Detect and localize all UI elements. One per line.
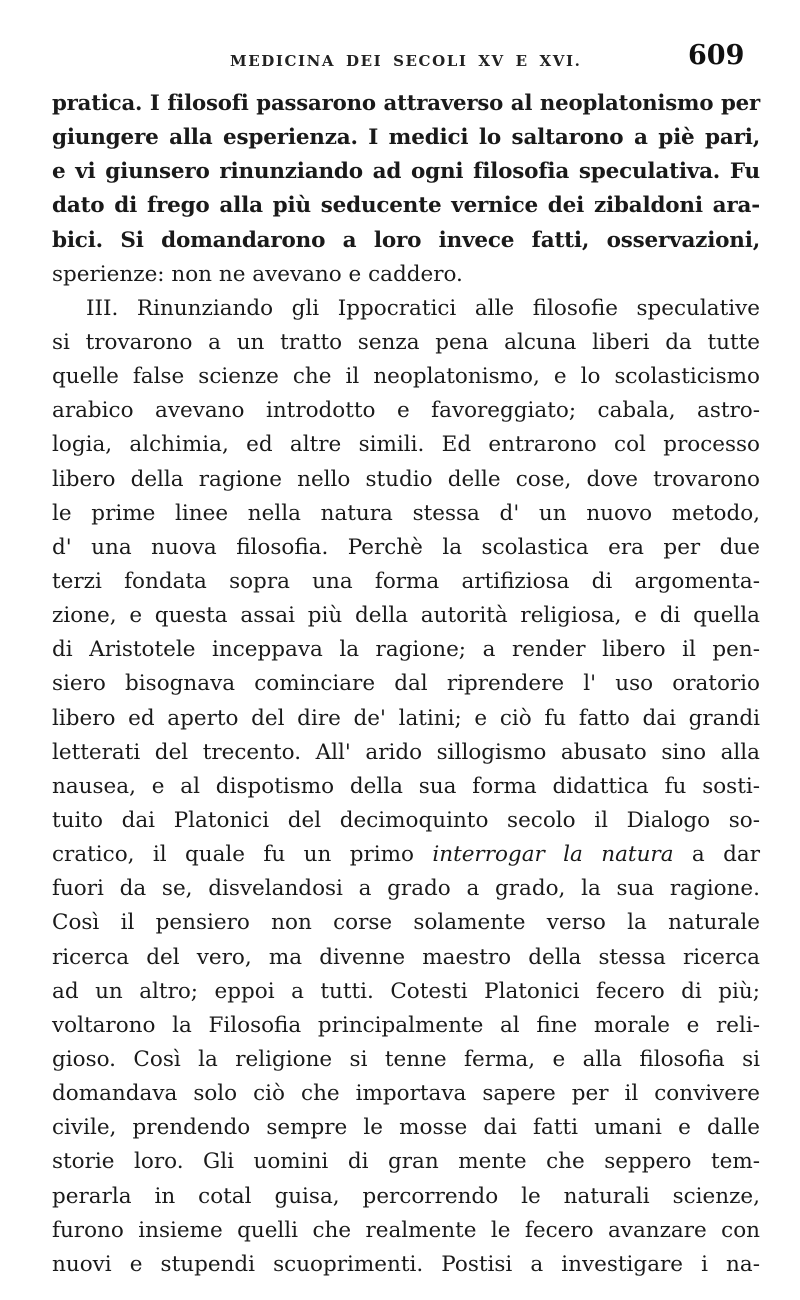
text-line: voltarono la Filosofia principalmente al fine morale e reli-	[52, 1012, 760, 1038]
text-line: nausea, e al dispotismo della sua forma didattica fu sosti-	[52, 773, 760, 799]
text-line: zione, e questa assai più della autorità religiosa, e di quella	[52, 603, 760, 629]
text-line: fuori da se, disvelandosi a grado a grado, la sua ragione.	[52, 876, 760, 902]
text-line: Così il pensiero non corse solamente verso la naturale	[52, 910, 760, 936]
page-number: 609	[688, 40, 745, 71]
text-line: le prime linee nella natura stessa d' un nuovo metodo,	[52, 500, 760, 526]
text-line: arabico avevano introdotto e favoreggiato; cabala, astro-	[52, 398, 760, 424]
text-fragment: cratico, il quale fu un primo	[52, 842, 414, 868]
italic-phrase: interrogar la natura	[432, 842, 674, 868]
text-line: gioso. Così la religione si tenne ferma, e alla filosofia si	[52, 1046, 760, 1072]
text-line: logia, alchimia, ed altre simili. Ed entrarono col processo	[52, 432, 760, 458]
text-line: terzi fondata sopra una forma artifiziosa di argomenta-	[52, 568, 760, 594]
text-line-with-italic	[52, 838, 760, 872]
text-line: di Aristotele inceppava la ragione; a render libero il pen-	[52, 637, 760, 663]
text-line: domandava solo ciò che importava sapere per il convivere	[52, 1081, 760, 1107]
text-line: ad un altro; eppoi a tutti. Cotesti Platonici fecero di più;	[52, 978, 760, 1004]
text-line: siero bisognava cominciare dal riprendere l' uso oratorio	[52, 671, 760, 697]
text-line: pratica. I filosofi passarono attraverso al neoplatonismo per	[52, 91, 760, 116]
text-line: libero ed aperto del dire de' latini; e ciò fu fatto dai grandi	[52, 705, 760, 731]
running-head: MEDICINA DEI SECOLI XV E XVI.	[230, 52, 582, 70]
text-fragment: a dar	[691, 842, 760, 868]
text-line: tuito dai Platonici del decimoquinto secolo il Dialogo so-	[52, 807, 760, 833]
text-line: storie loro. Gli uomini di gran mente che seppero tem-	[52, 1149, 760, 1175]
text-line: dato di frego alla più seducente vernice dei zibaldoni ara-	[52, 193, 760, 219]
text-line: civile, prendendo sempre le mosse dai fatti umani e dalle	[52, 1115, 760, 1141]
text-line: giungere alla esperienza. I medici lo saltarono a piè pari,	[52, 125, 760, 151]
text-line: e vi giunsero rinunziando ad ogni filosofia speculativa. Fu	[52, 159, 760, 185]
text-line: libero della ragione nello studio delle cose, dove trovarono	[52, 466, 760, 492]
body-text	[52, 87, 760, 1282]
text-line: nuovi e stupendi scuoprimenti. Postisi a investigare i na-	[52, 1251, 760, 1277]
text-line: ricerca del vero, ma divenne maestro della stessa ricerca	[52, 944, 760, 970]
text-line: furono insieme quelli che realmente le fecero avanzare con	[52, 1217, 760, 1243]
text-line: d' una nuova filosofia. Perchè la scolastica era per due	[52, 534, 760, 560]
text-line: letterati del trecento. All' arido sillogismo abusato sino alla	[52, 739, 760, 765]
text-line: sperienze: non ne avevano e caddero.	[52, 261, 463, 287]
text-line: quelle false scienze che il neoplatonismo, e lo scolasticismo	[52, 364, 760, 390]
paragraph-start-line: III. Rinunziando gli Ippocratici alle filosofie speculative	[86, 295, 760, 321]
text-line: perarla in cotal guisa, percorrendo le naturali scienze,	[52, 1183, 760, 1209]
text-line: si trovarono a un tratto senza pena alcuna liberi da tutte	[52, 329, 760, 355]
text-line: bici. Si domandarono a loro invece fatti, osservazioni,	[52, 227, 760, 253]
